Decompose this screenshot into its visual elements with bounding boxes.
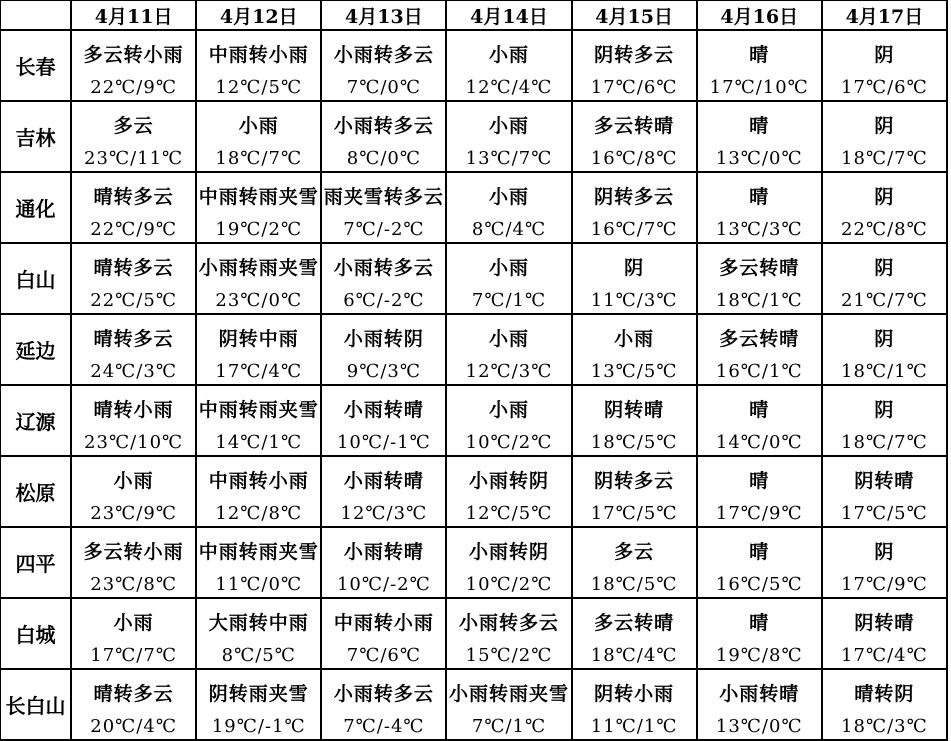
temperature-cell: 23℃/11℃	[71, 147, 196, 172]
city-name: 白城	[0, 598, 71, 669]
date-header: 4月15日	[572, 0, 697, 30]
date-header: 4月11日	[71, 0, 196, 30]
weather-condition-cell: 小雨转多云	[321, 30, 446, 76]
city-name: 辽源	[0, 385, 71, 456]
temperature-cell: 23℃/8℃	[71, 573, 196, 598]
temperature-cell: 10℃/2℃	[446, 573, 571, 598]
city-temperature-row	[0, 431, 947, 456]
weather-condition-cell: 阴	[822, 30, 947, 76]
temperature-cell: 7℃/6℃	[321, 644, 446, 669]
temperature-cell: 11℃/0℃	[196, 573, 321, 598]
weather-condition-cell: 阴转多云	[572, 456, 697, 502]
temperature-cell: 23℃/10℃	[71, 431, 196, 456]
weather-condition-cell: 多云转小雨	[71, 527, 196, 573]
weather-condition-cell: 多云转小雨	[71, 30, 196, 76]
weather-condition-cell: 多云转晴	[697, 243, 822, 289]
temperature-cell: 13℃/3℃	[697, 218, 822, 243]
weather-condition-cell: 多云转晴	[697, 314, 822, 360]
weather-condition-cell: 中雨转雨夹雪	[196, 385, 321, 431]
corner-cell	[0, 0, 71, 30]
weather-condition-cell: 阴转中雨	[196, 314, 321, 360]
temperature-cell: 13℃/5℃	[572, 360, 697, 385]
temperature-cell: 17℃/10℃	[697, 76, 822, 101]
city-name: 松原	[0, 456, 71, 527]
city-weather-row	[0, 527, 947, 573]
weather-condition-cell: 晴	[697, 30, 822, 76]
weather-condition-cell: 小雨	[446, 30, 571, 76]
weather-condition-cell: 晴	[697, 385, 822, 431]
temperature-cell: 18℃/5℃	[572, 431, 697, 456]
city-weather-row	[0, 172, 947, 218]
temperature-cell: 17℃/4℃	[196, 360, 321, 385]
temperature-cell: 18℃/4℃	[572, 644, 697, 669]
temperature-cell: 8℃/4℃	[446, 218, 571, 243]
temperature-cell: 17℃/7℃	[71, 644, 196, 669]
weather-condition-cell: 小雨	[446, 385, 571, 431]
weather-condition-cell: 小雨转晴	[321, 385, 446, 431]
temperature-cell: 12℃/3℃	[446, 360, 571, 385]
weather-condition-cell: 大雨转中雨	[196, 598, 321, 644]
temperature-cell: 17℃/6℃	[822, 76, 947, 101]
city-name: 延边	[0, 314, 71, 385]
weather-condition-cell: 小雨	[196, 101, 321, 147]
weather-condition-cell: 晴	[697, 456, 822, 502]
temperature-cell: 12℃/4℃	[446, 76, 571, 101]
temperature-cell: 13℃/0℃	[697, 715, 822, 740]
weather-condition-cell: 阴转雨夹雪	[196, 669, 321, 715]
temperature-cell: 13℃/7℃	[446, 147, 571, 172]
temperature-cell: 10℃/2℃	[446, 431, 571, 456]
weather-condition-cell: 小雨	[71, 456, 196, 502]
temperature-cell: 24℃/3℃	[71, 360, 196, 385]
date-header-row	[0, 0, 947, 30]
weather-condition-cell: 小雨转晴	[321, 527, 446, 573]
weather-condition-cell: 多云转晴	[572, 101, 697, 147]
city-weather-row	[0, 385, 947, 431]
weather-condition-cell: 小雨	[446, 314, 571, 360]
city-weather-row	[0, 101, 947, 147]
weather-condition-cell: 多云	[71, 101, 196, 147]
weather-condition-cell: 晴	[697, 527, 822, 573]
weather-condition-cell: 多云转晴	[572, 598, 697, 644]
city-weather-row	[0, 314, 947, 360]
weather-condition-cell: 小雨转晴	[321, 456, 446, 502]
city-weather-row	[0, 30, 947, 76]
weather-condition-cell: 小雨	[71, 598, 196, 644]
weather-condition-cell: 小雨	[572, 314, 697, 360]
weather-condition-cell: 中雨转雨夹雪	[196, 527, 321, 573]
weather-condition-cell: 阴	[822, 527, 947, 573]
temperature-cell: 7℃/1℃	[446, 715, 571, 740]
weather-condition-cell: 小雨	[446, 101, 571, 147]
weather-condition-cell: 中雨转雨夹雪	[196, 172, 321, 218]
weather-condition-cell: 阴	[822, 172, 947, 218]
temperature-cell: 16℃/8℃	[572, 147, 697, 172]
temperature-cell: 22℃/9℃	[71, 218, 196, 243]
weather-condition-cell: 阴	[822, 243, 947, 289]
weather-condition-cell: 晴转小雨	[71, 385, 196, 431]
city-name: 四平	[0, 527, 71, 598]
city-weather-row	[0, 598, 947, 644]
city-temperature-row	[0, 289, 947, 314]
city-temperature-row	[0, 644, 947, 669]
weather-condition-cell: 中雨转小雨	[321, 598, 446, 644]
city-temperature-row	[0, 360, 947, 385]
temperature-cell: 7℃/1℃	[446, 289, 571, 314]
city-name: 长白山	[0, 669, 71, 740]
city-weather-row	[0, 456, 947, 502]
weather-condition-cell: 阴转多云	[572, 30, 697, 76]
weather-condition-cell: 雨夹雪转多云	[321, 172, 446, 218]
weather-condition-cell: 小雨转多云	[321, 669, 446, 715]
weather-condition-cell: 小雨转阴	[446, 527, 571, 573]
temperature-cell: 17℃/9℃	[822, 573, 947, 598]
temperature-cell: 20℃/4℃	[71, 715, 196, 740]
weather-condition-cell: 小雨转阴	[321, 314, 446, 360]
weather-condition-cell: 小雨转雨夹雪	[446, 669, 571, 715]
temperature-cell: 17℃/5℃	[572, 502, 697, 527]
temperature-cell: 9℃/3℃	[321, 360, 446, 385]
city-name: 白山	[0, 243, 71, 314]
city-weather-row	[0, 669, 947, 715]
weather-condition-cell: 晴	[697, 172, 822, 218]
weather-condition-cell: 小雨转雨夹雪	[196, 243, 321, 289]
weather-condition-cell: 晴转多云	[71, 172, 196, 218]
temperature-cell: 23℃/9℃	[71, 502, 196, 527]
temperature-cell: 22℃/5℃	[71, 289, 196, 314]
weather-condition-cell: 小雨转阴	[446, 456, 571, 502]
temperature-cell: 10℃/-1℃	[321, 431, 446, 456]
temperature-cell: 14℃/0℃	[697, 431, 822, 456]
weather-condition-cell: 小雨转多云	[321, 243, 446, 289]
weather-condition-cell: 晴转阴	[822, 669, 947, 715]
temperature-cell: 14℃/1℃	[196, 431, 321, 456]
city-name: 吉林	[0, 101, 71, 172]
temperature-cell: 8℃/0℃	[321, 147, 446, 172]
weather-condition-cell: 阴转多云	[572, 172, 697, 218]
weather-condition-cell: 阴	[572, 243, 697, 289]
date-header: 4月14日	[446, 0, 571, 30]
temperature-cell: 16℃/5℃	[697, 573, 822, 598]
temperature-cell: 12℃/8℃	[196, 502, 321, 527]
temperature-cell: 13℃/0℃	[697, 147, 822, 172]
temperature-cell: 7℃/-2℃	[321, 218, 446, 243]
temperature-cell: 17℃/4℃	[822, 644, 947, 669]
temperature-cell: 22℃/8℃	[822, 218, 947, 243]
city-temperature-row	[0, 76, 947, 101]
weather-condition-cell: 阴转晴	[822, 456, 947, 502]
temperature-cell: 18℃/1℃	[822, 360, 947, 385]
temperature-cell: 11℃/3℃	[572, 289, 697, 314]
temperature-cell: 19℃/-1℃	[196, 715, 321, 740]
date-header: 4月16日	[697, 0, 822, 30]
temperature-cell: 11℃/1℃	[572, 715, 697, 740]
weather-condition-cell: 中雨转小雨	[196, 456, 321, 502]
weather-condition-cell: 晴转多云	[71, 314, 196, 360]
weather-condition-cell: 阴转晴	[822, 598, 947, 644]
city-weather-row	[0, 243, 947, 289]
temperature-cell: 17℃/6℃	[572, 76, 697, 101]
temperature-cell: 22℃/9℃	[71, 76, 196, 101]
city-name: 长春	[0, 30, 71, 101]
date-header: 4月13日	[321, 0, 446, 30]
weather-condition-cell: 多云	[572, 527, 697, 573]
weather-condition-cell: 小雨转多云	[321, 101, 446, 147]
city-name: 通化	[0, 172, 71, 243]
city-temperature-row	[0, 147, 947, 172]
weather-condition-cell: 小雨转多云	[446, 598, 571, 644]
weather-condition-cell: 阴	[822, 314, 947, 360]
temperature-cell: 18℃/7℃	[196, 147, 321, 172]
temperature-cell: 21℃/7℃	[822, 289, 947, 314]
temperature-cell: 17℃/5℃	[822, 502, 947, 527]
weather-condition-cell: 晴转多云	[71, 669, 196, 715]
temperature-cell: 17℃/9℃	[697, 502, 822, 527]
date-header: 4月12日	[196, 0, 321, 30]
temperature-cell: 7℃/-4℃	[321, 715, 446, 740]
temperature-cell: 8℃/5℃	[196, 644, 321, 669]
city-temperature-row	[0, 715, 947, 740]
weather-condition-cell: 晴转多云	[71, 243, 196, 289]
city-temperature-row	[0, 218, 947, 243]
temperature-cell: 18℃/1℃	[697, 289, 822, 314]
temperature-cell: 12℃/5℃	[196, 76, 321, 101]
temperature-cell: 18℃/5℃	[572, 573, 697, 598]
city-temperature-row	[0, 502, 947, 527]
temperature-cell: 23℃/0℃	[196, 289, 321, 314]
temperature-cell: 10℃/-2℃	[321, 573, 446, 598]
weather-condition-cell: 小雨	[446, 243, 571, 289]
weather-condition-cell: 晴	[697, 101, 822, 147]
temperature-cell: 12℃/5℃	[446, 502, 571, 527]
temperature-cell: 6℃/-2℃	[321, 289, 446, 314]
temperature-cell: 18℃/7℃	[822, 147, 947, 172]
temperature-cell: 18℃/7℃	[822, 431, 947, 456]
weather-condition-cell: 晴	[697, 598, 822, 644]
temperature-cell: 19℃/8℃	[697, 644, 822, 669]
weather-condition-cell: 小雨转晴	[697, 669, 822, 715]
temperature-cell: 12℃/3℃	[321, 502, 446, 527]
city-temperature-row	[0, 573, 947, 598]
temperature-cell: 15℃/2℃	[446, 644, 571, 669]
weather-condition-cell: 小雨	[446, 172, 571, 218]
weather-condition-cell: 阴	[822, 385, 947, 431]
temperature-cell: 16℃/7℃	[572, 218, 697, 243]
temperature-cell: 19℃/2℃	[196, 218, 321, 243]
temperature-cell: 18℃/3℃	[822, 715, 947, 740]
weather-condition-cell: 阴	[822, 101, 947, 147]
temperature-cell: 7℃/0℃	[321, 76, 446, 101]
weather-condition-cell: 阴转晴	[572, 385, 697, 431]
temperature-cell: 16℃/1℃	[697, 360, 822, 385]
date-header: 4月17日	[822, 0, 947, 30]
weather-condition-cell: 阴转小雨	[572, 669, 697, 715]
weather-condition-cell: 中雨转小雨	[196, 30, 321, 76]
